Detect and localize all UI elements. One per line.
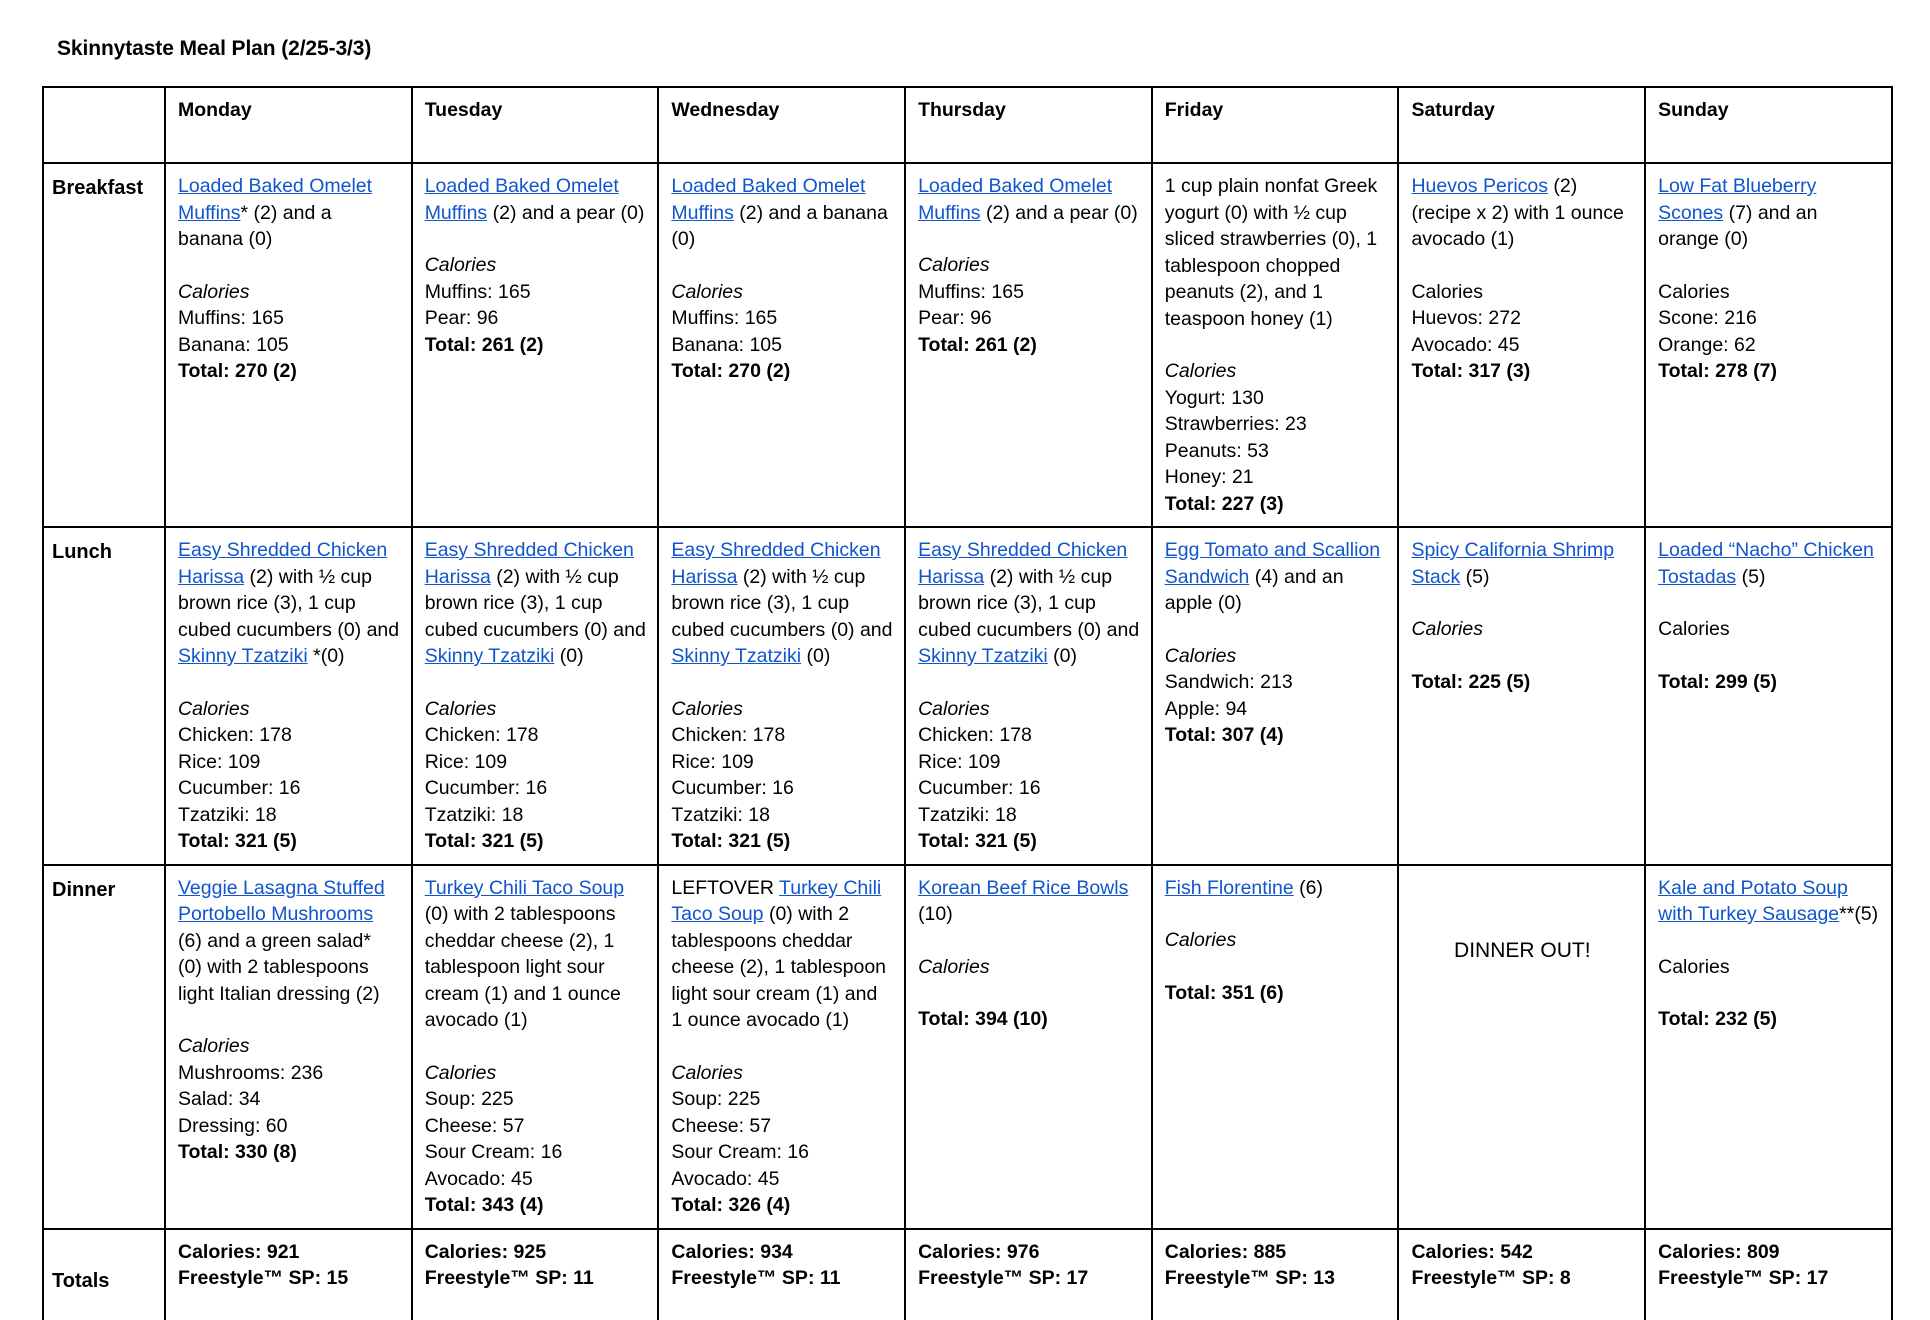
meal-cell-dinner-sunday	[1645, 865, 1892, 1229]
calorie-total: Total: 227 (3)	[1164, 492, 1284, 515]
spacer	[178, 1007, 400, 1033]
calorie-line: Huevos: 272	[1411, 307, 1521, 329]
table-row-breakfast	[43, 163, 1892, 527]
totals-cell-wednesday	[658, 1229, 905, 1320]
calorie-line: Muffins: 165	[424, 280, 531, 303]
totals-points: Freestyle™ SP: 15	[178, 1267, 349, 1289]
calorie-line: Sour Cream: 16	[671, 1141, 810, 1163]
calorie-line: Rice: 109	[671, 750, 754, 773]
spacer	[918, 226, 1140, 252]
totals-points: Freestyle™ SP: 13	[1164, 1267, 1335, 1289]
totals-points: Freestyle™ SP: 11	[671, 1267, 841, 1289]
calorie-line: Muffins: 165	[671, 307, 778, 329]
meal-cell-lunch-monday	[165, 527, 412, 865]
totals-cell-tuesday	[412, 1229, 659, 1320]
table-row-dinner	[43, 865, 1892, 1229]
meal-cell-dinner-thursday	[905, 865, 1152, 1229]
calorie-total: Total: 317 (3)	[1411, 360, 1531, 382]
meal-description-suffix: (2) and a pear (0)	[980, 201, 1138, 224]
calorie-total: Total: 330 (8)	[178, 1141, 297, 1163]
calories-heading: Calories	[424, 254, 497, 276]
meal-plan-table	[42, 86, 1893, 1320]
calorie-line: Soup: 225	[671, 1088, 761, 1110]
calories-heading: Calories	[671, 1061, 743, 1084]
meal-cell-dinner-monday	[165, 865, 412, 1229]
totals-calories: Calories: 542	[1411, 1240, 1533, 1263]
calories-heading: Calories	[1658, 618, 1730, 640]
totals-points: Freestyle™ SP: 17	[1658, 1267, 1829, 1289]
calorie-line: Tzatziki: 18	[918, 803, 1017, 826]
calorie-total: Total: 270 (2)	[671, 360, 791, 382]
calorie-line: Yogurt: 130	[1164, 386, 1264, 409]
calorie-line: Muffins: 165	[918, 280, 1024, 303]
calorie-line: Soup: 225	[424, 1088, 514, 1110]
calorie-line: Honey: 21	[1164, 466, 1254, 488]
meal-cell-lunch-friday	[1152, 527, 1399, 865]
calorie-total: Total: 394 (10)	[918, 1008, 1048, 1030]
day-header-friday: Friday	[1152, 87, 1399, 163]
table-body	[43, 163, 1892, 1320]
meal-description-suffix: (10)	[918, 903, 953, 925]
meal-cell-dinner-tuesday	[412, 865, 659, 1229]
recipe-link[interactable]: Easy Shredded Chicken Harissa	[671, 539, 881, 588]
totals-points: Freestyle™ SP: 17	[918, 1267, 1089, 1289]
calories-heading: Calories	[424, 1061, 497, 1084]
calorie-line: Strawberries: 23	[1164, 413, 1307, 435]
calorie-total: Total: 270 (2)	[178, 360, 297, 382]
spacer	[1411, 643, 1633, 669]
meal-description-suffix: (6)	[1293, 876, 1323, 899]
spacer	[1658, 643, 1880, 669]
calorie-total: Total: 261 (2)	[424, 333, 544, 356]
totals-points: Freestyle™ SP: 8	[1411, 1267, 1571, 1289]
calories-heading: Calories	[1411, 618, 1483, 640]
meal-description	[918, 537, 1140, 670]
calorie-total: Total: 326 (4)	[671, 1194, 791, 1216]
header-row	[43, 87, 1892, 163]
recipe-link[interactable]: Huevos Pericos	[1411, 175, 1548, 197]
calories-heading: Calories	[1658, 280, 1730, 303]
calorie-line: Cucumber: 16	[178, 777, 301, 799]
page-title: Skinnytaste Meal Plan (2/25-3/3)	[57, 37, 372, 60]
recipe-link[interactable]: Kale and Potato Soup with Turkey Sausage	[1658, 876, 1848, 925]
calorie-total: Total: 278 (7)	[1658, 360, 1777, 382]
calorie-line: Chicken: 178	[178, 724, 292, 746]
calorie-line: Avocado: 45	[424, 1167, 533, 1190]
calorie-line: Dressing: 60	[178, 1114, 288, 1137]
recipe-link[interactable]: Low Fat Blueberry Scones	[1658, 175, 1817, 224]
meal-cell-lunch-sunday	[1645, 527, 1892, 865]
meal-cell-breakfast-friday	[1152, 163, 1399, 527]
calorie-line: Cheese: 57	[671, 1114, 772, 1137]
calorie-total: Total: 321 (5)	[424, 830, 544, 852]
meal-description-prefix: 1 cup plain nonfat Greek yogurt (0) with ½ cup sliced strawberries (0), 1 tablespoon chopped peanuts (2), and 1 teaspoon honey (1)	[1164, 175, 1378, 330]
calorie-total: Total: 225 (5)	[1411, 670, 1531, 693]
totals-points: Freestyle™ SP: 11	[424, 1267, 594, 1289]
calorie-total: Total: 321 (5)	[918, 830, 1037, 852]
calorie-total: Total: 232 (5)	[1658, 1008, 1777, 1030]
day-header-monday: Monday	[165, 87, 412, 163]
day-header-tuesday: Tuesday	[412, 87, 659, 163]
recipe-link-secondary[interactable]: Skinny Tzatziki	[424, 645, 555, 667]
day-header-wednesday: Wednesday	[658, 87, 905, 163]
calorie-line: Orange: 62	[1658, 333, 1756, 356]
calorie-line: Sandwich: 213	[1164, 671, 1293, 693]
meal-description	[1658, 875, 1880, 928]
calorie-line: Avocado: 45	[1411, 333, 1520, 356]
meal-description-suffix: (6) and a green salad* (0) with 2 tablespoons light Italian dressing (2)	[178, 929, 380, 1005]
spacer	[425, 1034, 647, 1060]
row-label-dinner: Dinner	[43, 865, 165, 1229]
calorie-total: Total: 321 (5)	[178, 830, 297, 852]
meal-description	[178, 173, 400, 253]
calorie-line: Sour Cream: 16	[424, 1141, 563, 1163]
meal-description	[425, 537, 647, 670]
calories-heading: Calories	[918, 697, 990, 720]
calorie-line: Chicken: 178	[918, 724, 1032, 746]
calorie-line: Banana: 105	[178, 333, 289, 356]
calorie-line: Salad: 34	[178, 1088, 261, 1110]
table-row-lunch	[43, 527, 1892, 865]
calories-heading: Calories	[178, 1035, 250, 1057]
spacer	[671, 1034, 893, 1060]
recipe-link[interactable]: Easy Shredded Chicken Harissa	[424, 539, 634, 588]
recipe-link[interactable]: Korean Beef Rice Bowls	[918, 876, 1129, 899]
spacer	[918, 670, 1140, 696]
meal-description	[671, 173, 893, 253]
calorie-line: Rice: 109	[424, 750, 508, 773]
totals-cell-friday	[1152, 1229, 1399, 1320]
totals-calories: Calories: 885	[1164, 1240, 1287, 1263]
day-header-saturday: Saturday	[1398, 87, 1645, 163]
calories-heading: Calories	[424, 697, 497, 720]
spacer	[671, 253, 893, 279]
calorie-total: Total: 307 (4)	[1164, 724, 1284, 746]
totals-cell-monday	[165, 1229, 412, 1320]
totals-calories: Calories: 925	[424, 1240, 547, 1263]
recipe-link[interactable]: Turkey Chili Taco Soup	[671, 876, 882, 925]
meal-description-suffix: (7) and an orange (0)	[1658, 201, 1818, 250]
totals-cell-thursday	[905, 1229, 1152, 1320]
calories-heading: Calories	[1164, 360, 1237, 382]
meal-description-prefix: LEFTOVER	[671, 876, 780, 899]
meal-description	[1411, 537, 1633, 590]
corner-header-cell	[43, 87, 165, 163]
calorie-line: Pear: 96	[424, 307, 499, 329]
meal-description	[178, 537, 400, 670]
meal-cell-breakfast-tuesday	[412, 163, 659, 527]
meal-description-mid: (2) with ½ cup brown rice (3), 1 cup cubed cucumbers (0) and	[671, 565, 893, 641]
meal-description	[1165, 173, 1387, 332]
recipe-link[interactable]: Loaded Baked Omelet Muffins	[178, 175, 373, 224]
meal-description	[918, 875, 1140, 928]
meal-description-suffix: (5)	[1736, 565, 1766, 588]
row-label-totals: Totals	[43, 1229, 165, 1320]
calorie-line: Peanuts: 53	[1164, 439, 1269, 462]
totals-calories: Calories: 809	[1658, 1240, 1780, 1263]
spacer	[1411, 253, 1633, 279]
recipe-link[interactable]: Loaded Baked Omelet Muffins	[918, 175, 1113, 224]
spacer	[178, 253, 400, 279]
calories-heading: Calories	[671, 280, 743, 303]
meal-description-suffix: (2) and a banana (0)	[671, 201, 888, 250]
calories-heading: Calories	[1164, 929, 1237, 951]
spacer	[1165, 954, 1387, 980]
recipe-link[interactable]: Spicy California Shrimp Stack	[1411, 539, 1615, 588]
calorie-line: Tzatziki: 18	[424, 803, 524, 826]
calorie-total: Total: 299 (5)	[1658, 670, 1777, 693]
calories-heading: Calories	[1411, 280, 1483, 303]
calorie-line: Tzatziki: 18	[178, 803, 277, 826]
calorie-line: Pear: 96	[918, 307, 992, 329]
totals-cell-sunday	[1645, 1229, 1892, 1320]
dinner-out-note: DINNER OUT!	[1454, 938, 1591, 962]
row-label-lunch: Lunch	[43, 527, 165, 865]
spacer	[1165, 901, 1387, 927]
calorie-line: Mushrooms: 236	[178, 1061, 324, 1084]
recipe-link-secondary[interactable]: Skinny Tzatziki	[671, 645, 802, 667]
calorie-line: Rice: 109	[918, 750, 1001, 773]
calorie-line: Banana: 105	[671, 333, 782, 356]
meal-cell-breakfast-saturday	[1398, 163, 1645, 527]
meal-description-suffix: (0)	[554, 645, 584, 667]
meal-description	[425, 173, 647, 226]
meal-cell-dinner-saturday	[1398, 865, 1645, 1229]
calorie-line: Rice: 109	[178, 750, 261, 773]
meal-cell-lunch-saturday	[1398, 527, 1645, 865]
spacer	[671, 670, 893, 696]
calorie-line: Cucumber: 16	[424, 777, 548, 799]
meal-description	[1165, 537, 1387, 617]
spacer	[1165, 617, 1387, 643]
recipe-link[interactable]: Loaded “Nacho” Chicken Tostadas	[1658, 539, 1874, 588]
calories-heading: Calories	[671, 697, 743, 720]
recipe-link-secondary[interactable]: Skinny Tzatziki	[178, 645, 308, 667]
meal-cell-breakfast-monday	[165, 163, 412, 527]
spacer	[1658, 980, 1880, 1006]
calories-heading: Calories	[918, 955, 990, 978]
meal-description-suffix: **(5)	[1839, 903, 1879, 925]
calorie-line: Avocado: 45	[671, 1167, 780, 1190]
calorie-line: Scone: 216	[1658, 307, 1757, 329]
spacer	[1411, 590, 1633, 616]
meal-description-suffix: (0)	[801, 645, 831, 667]
spacer	[1658, 590, 1880, 616]
calories-heading: Calories	[918, 254, 990, 276]
meal-cell-dinner-wednesday	[658, 865, 905, 1229]
meal-description-suffix: (2) and a pear (0)	[487, 201, 645, 224]
recipe-link[interactable]: Loaded Baked Omelet Muffins	[671, 175, 866, 224]
meal-cell-breakfast-sunday	[1645, 163, 1892, 527]
meal-description-suffix: (2) (recipe x 2) with 1 ounce avocado (1)	[1411, 175, 1624, 250]
meal-description	[425, 875, 647, 1034]
recipe-link[interactable]: Easy Shredded Chicken Harissa	[178, 539, 388, 588]
calorie-line: Chicken: 178	[424, 724, 539, 746]
recipe-link[interactable]: Turkey Chili Taco Soup	[424, 876, 625, 899]
row-label-breakfast: Breakfast	[43, 163, 165, 527]
meal-cell-dinner-friday	[1152, 865, 1399, 1229]
meal-description-suffix: (5)	[1460, 565, 1490, 588]
meal-description-suffix: * (2) and a banana (0)	[178, 201, 332, 250]
meal-description	[671, 875, 893, 1034]
totals-calories: Calories: 934	[671, 1240, 793, 1263]
recipe-link[interactable]: Veggie Lasagna Stuffed Portobello Mushrooms	[178, 876, 385, 925]
meal-cell-lunch-thursday	[905, 527, 1152, 865]
spacer	[178, 670, 400, 696]
table-header	[43, 87, 1892, 163]
calorie-line: Apple: 94	[1164, 697, 1248, 720]
recipe-link-secondary[interactable]: Skinny Tzatziki	[918, 645, 1048, 667]
recipe-link[interactable]: Loaded Baked Omelet Muffins	[424, 175, 619, 224]
meal-cell-lunch-tuesday	[412, 527, 659, 865]
calorie-line: Tzatziki: 18	[671, 803, 770, 826]
meal-cell-breakfast-thursday	[905, 163, 1152, 527]
meal-description-suffix: (0)	[1047, 645, 1077, 667]
table-row-totals	[43, 1229, 1892, 1320]
meal-description	[918, 173, 1140, 226]
meal-description-mid: (2) with ½ cup brown rice (3), 1 cup cubed cucumbers (0) and	[918, 565, 1140, 641]
meal-description	[178, 875, 400, 1008]
spacer	[918, 980, 1140, 1006]
meal-description	[1658, 173, 1880, 253]
calorie-line: Cucumber: 16	[671, 777, 794, 799]
calorie-line: Cucumber: 16	[918, 777, 1041, 799]
day-header-thursday: Thursday	[905, 87, 1152, 163]
calorie-total: Total: 343 (4)	[424, 1194, 544, 1216]
meal-description-mid: (2) with ½ cup brown rice (3), 1 cup cubed cucumbers (0) and	[178, 565, 400, 641]
meal-description	[1165, 875, 1387, 902]
meal-cell-lunch-wednesday	[658, 527, 905, 865]
spacer	[1165, 332, 1387, 358]
recipe-link[interactable]: Fish Florentine	[1164, 876, 1294, 899]
calories-heading: Calories	[178, 697, 250, 720]
calories-heading: Calories	[178, 280, 250, 303]
recipe-link[interactable]: Egg Tomato and Scallion Sandwich	[1164, 539, 1381, 588]
meal-description-suffix: *(0)	[307, 645, 345, 667]
recipe-link[interactable]: Easy Shredded Chicken Harissa	[918, 539, 1128, 588]
calorie-total: Total: 351 (6)	[1164, 981, 1284, 1004]
totals-calories: Calories: 921	[178, 1240, 300, 1263]
calories-heading: Calories	[1164, 644, 1237, 667]
day-header-sunday: Sunday	[1645, 87, 1892, 163]
meal-description	[1411, 173, 1633, 253]
meal-description-suffix: (0) with 2 tablespoons cheddar cheese (2), 1 tablespoon light sour cream (1) and 1 ounce avocado (1)	[671, 903, 887, 1031]
calories-heading: Calories	[1658, 955, 1730, 978]
spacer	[425, 226, 647, 252]
spacer	[918, 928, 1140, 954]
calorie-line: Muffins: 165	[178, 307, 284, 329]
meal-description-suffix: (4) and an apple (0)	[1164, 565, 1344, 614]
meal-description-mid: (2) with ½ cup brown rice (3), 1 cup cubed cucumbers (0) and	[424, 565, 646, 641]
meal-description-suffix: (0) with 2 tablespoons cheddar cheese (2), 1 tablespoon light sour cream (1) and 1 ounce avocado (1)	[424, 903, 621, 1031]
calorie-line: Chicken: 178	[671, 724, 786, 746]
meal-description	[1658, 537, 1880, 590]
spacer	[1658, 928, 1880, 954]
calorie-line: Cheese: 57	[424, 1114, 525, 1137]
spacer	[1658, 253, 1880, 279]
meal-description	[671, 537, 893, 670]
calorie-total: Total: 261 (2)	[918, 333, 1037, 356]
totals-cell-saturday	[1398, 1229, 1645, 1320]
totals-calories: Calories: 976	[918, 1240, 1040, 1263]
spacer	[425, 670, 647, 696]
calorie-total: Total: 321 (5)	[671, 830, 791, 852]
meal-cell-breakfast-wednesday	[658, 163, 905, 527]
